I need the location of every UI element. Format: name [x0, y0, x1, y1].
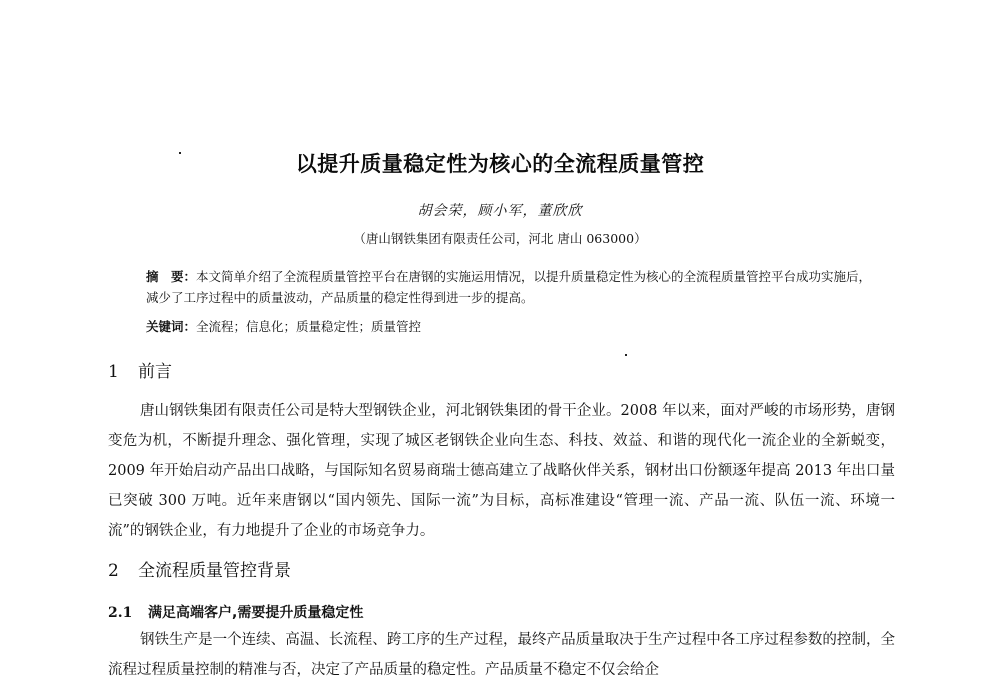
- abstract-text: 本文简单介绍了全流程质量管控平台在唐钢的实施运用情况，以提升质量稳定性为核心的全流程质量管控平台成功实施后，减少了工序过程中的质量波动，产品质量的稳定性得到进一步的提高。: [146, 269, 872, 305]
- section-2-heading: [108, 556, 291, 581]
- section-2-1-number: 2.1: [108, 605, 133, 621]
- section-1-number: 1: [108, 362, 119, 382]
- section-2-1-heading: [108, 602, 363, 622]
- section-1-title: 前言: [138, 362, 172, 382]
- scan-speck: [625, 354, 627, 356]
- abstract-label: 摘 要：: [146, 269, 197, 284]
- paper-title: 以提升质量稳定性为核心的全流程质量管控: [295, 152, 705, 176]
- section-2-number: 2: [108, 561, 119, 581]
- scan-speck: [179, 152, 181, 154]
- section-2-1-title: 满足高端客户,需要提升质量稳定性: [148, 605, 364, 621]
- keywords-label: 关键词：: [146, 319, 197, 334]
- section-1-paragraph: 唐山钢铁集团有限责任公司是特大型钢铁企业，河北钢铁集团的骨干企业。2008 年以来，面对严峻的市场形势，唐钢变危为机，不断提升理念、强化管理，实现了城区老钢铁企业向生态、科技、效益、和谐的现代化一流企业的全新蜕变，2009 年开始启动产品出口战略，与国际知名贸易商瑞士德高建立了战略伙伴关系，钢材出口份额逐年提高 2013 年出口量已突破 300 万吨。近年来唐钢以“国内领先、国际一流”为目标，高标准建设“管理一流、产品一流、队伍一流、环境一流”的钢铁企业，有力地提升了企业的市场竞争力。: [108, 403, 895, 539]
- keywords: [146, 317, 876, 335]
- keywords-text: 全流程；信息化；质量稳定性；质量管控: [196, 319, 422, 334]
- section-2-title: 全流程质量管控背景: [138, 561, 291, 581]
- affiliation: （唐山钢铁集团有限责任公司，河北 唐山 063000）: [353, 231, 647, 246]
- author-list: 胡会荣，顾小军，董欣欣: [417, 203, 583, 219]
- section-2-1-paragraph: 钢铁生产是一个连续、高温、长流程、跨工序的生产过程，最终产品质量取决于生产过程中各工序过程参数的控制，全流程过程质量控制的精准与否，决定了产品质量的稳定性。产品质量不稳定不仅会给企: [108, 632, 895, 678]
- section-1-heading: [108, 357, 172, 382]
- abstract: [146, 266, 876, 308]
